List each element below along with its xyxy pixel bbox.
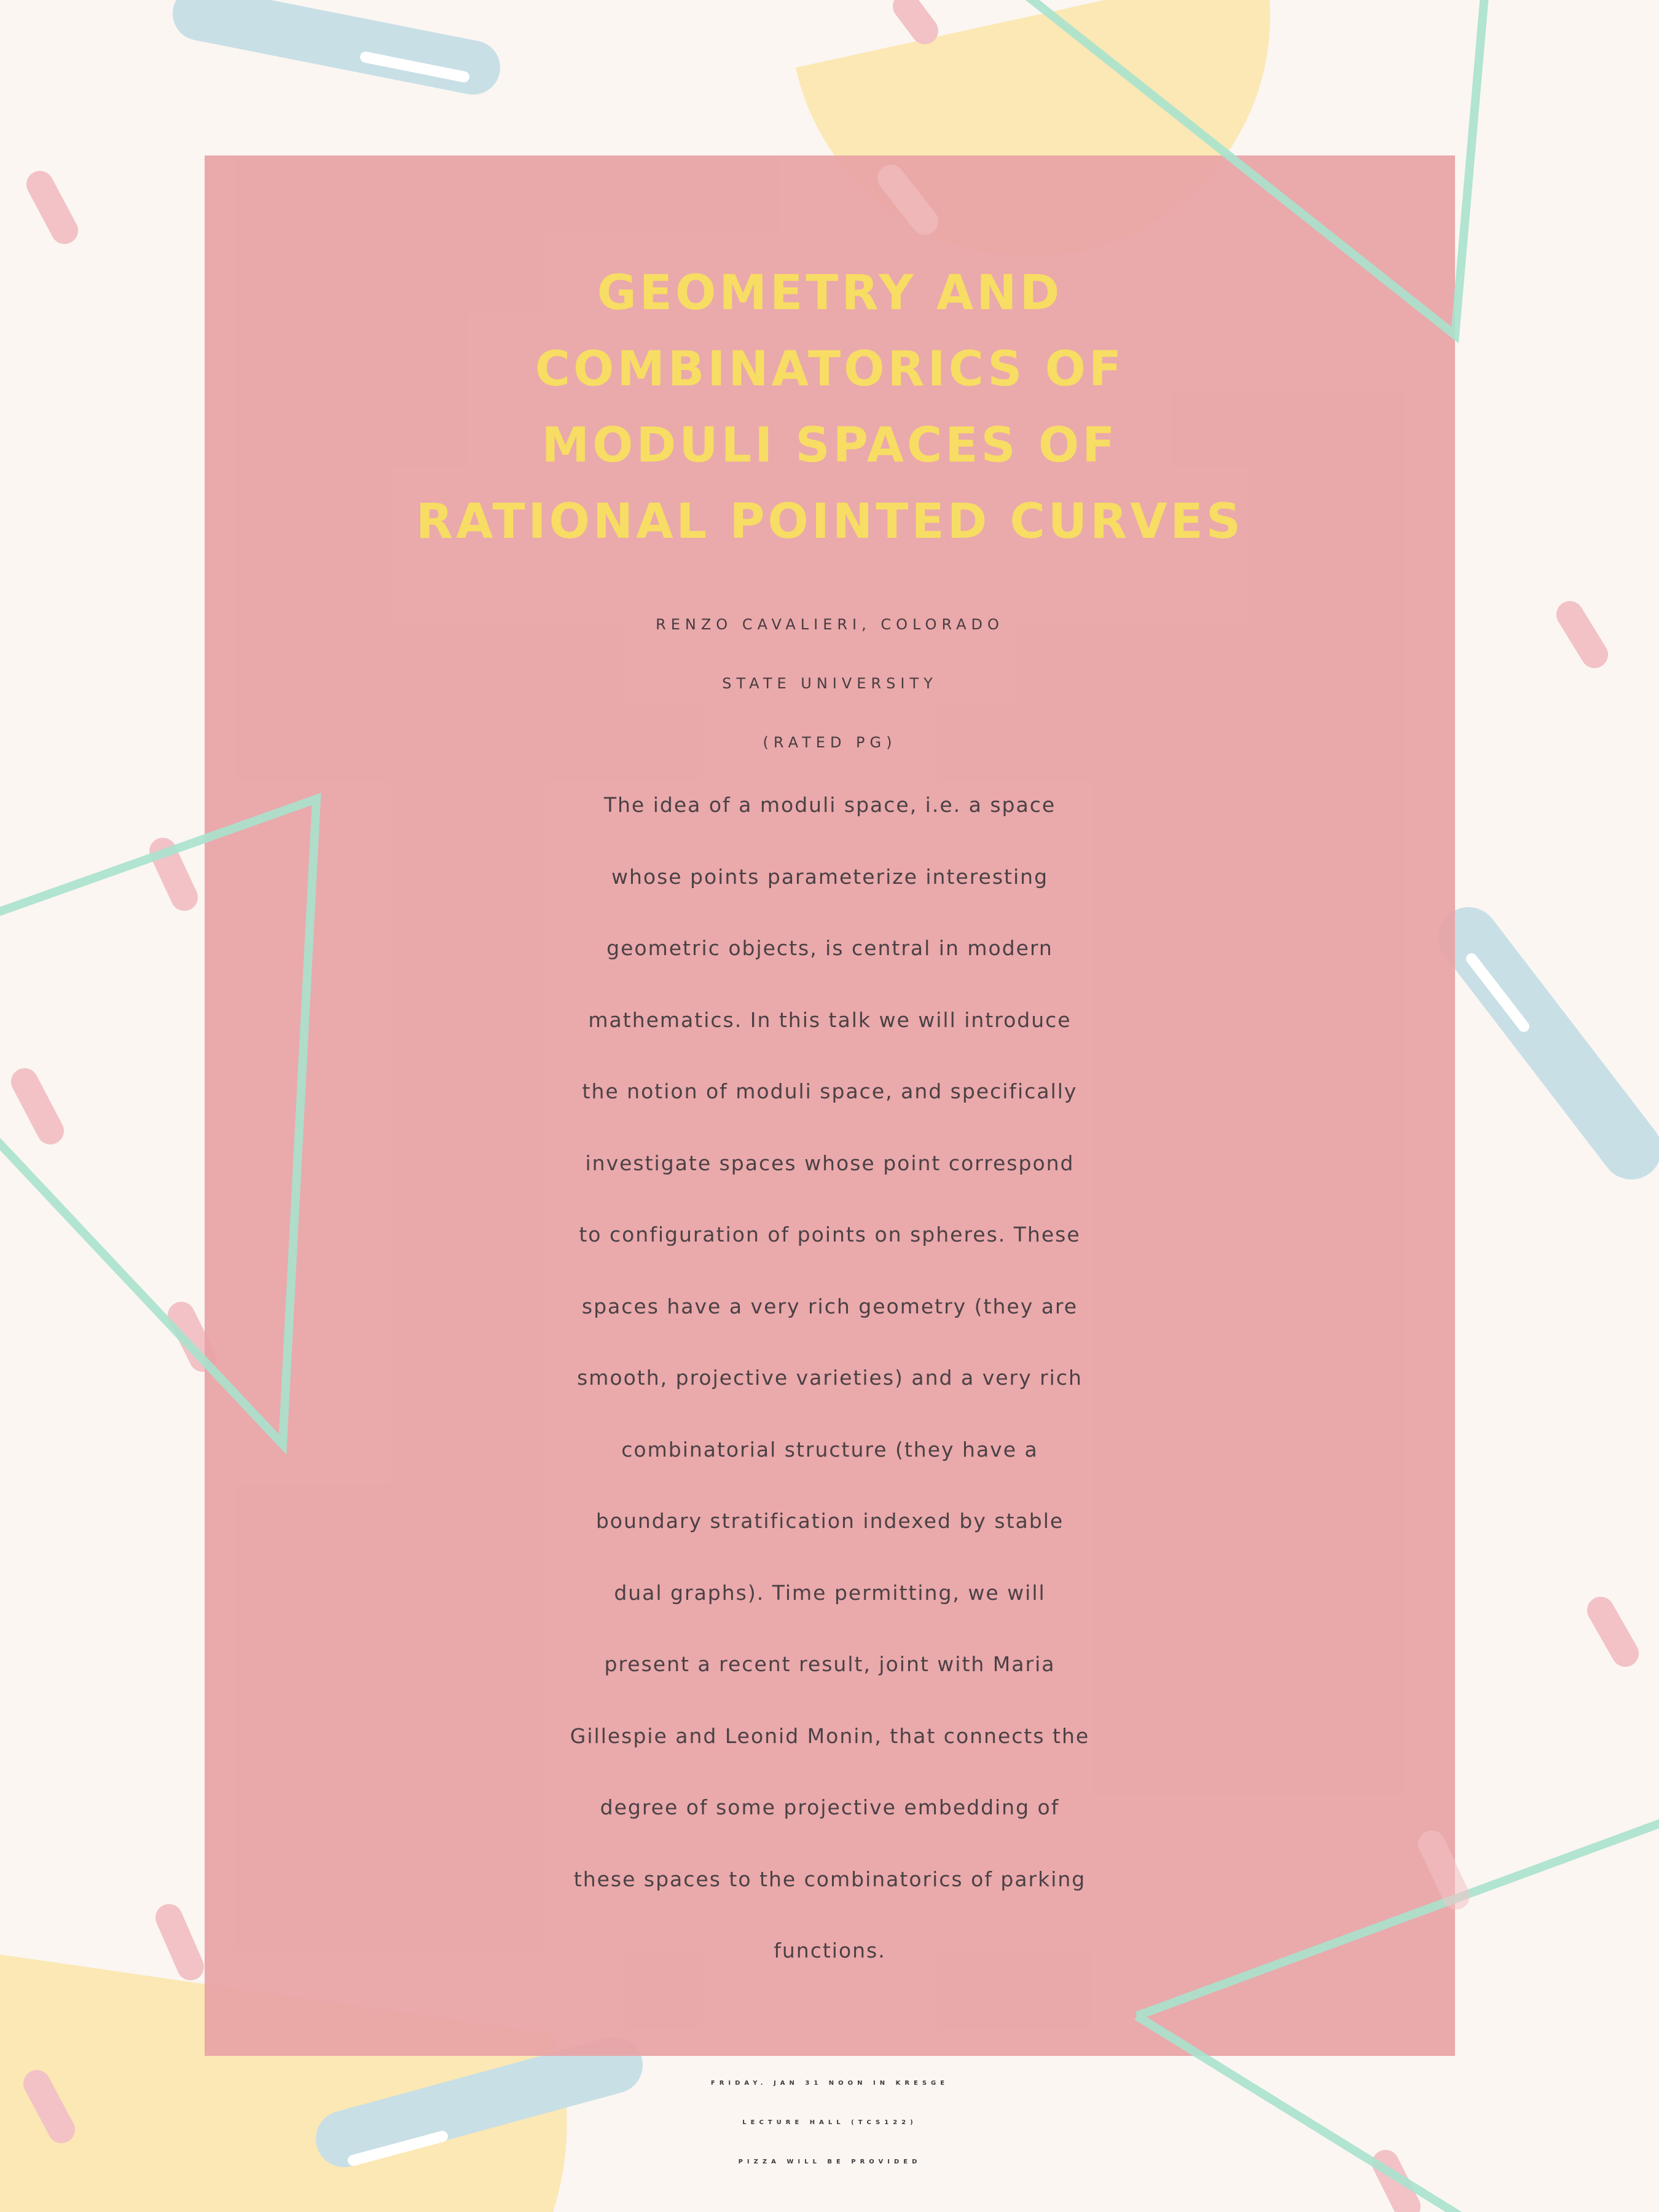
abstract-line: Gillespie and Leonid Monin, that connects the <box>570 1723 1090 1748</box>
talk-title-line: RATIONAL POINTED CURVES <box>415 494 1244 549</box>
blue-pill-top <box>200 14 473 68</box>
abstract-line: functions. <box>774 1938 886 1962</box>
speaker-line: (RATED PG) <box>763 734 897 751</box>
event-details-line: LECTURE HALL (TCS122) <box>742 2119 917 2126</box>
abstract-line: to configuration of points on spheres. These <box>579 1222 1081 1246</box>
talk-title-line: MODULI SPACES OF <box>541 418 1118 473</box>
event-details <box>205 2064 1455 2182</box>
abstract-line: spaces have a very rich geometry (they are <box>581 1294 1078 1318</box>
pink-dash <box>906 6 925 31</box>
pink-dash <box>169 1918 190 1967</box>
pink-dash <box>163 851 184 897</box>
pink-dash <box>40 184 65 230</box>
pink-dash <box>1570 615 1594 655</box>
pink-dash <box>1601 1610 1625 1653</box>
abstract-line: boundary stratification indexed by stable <box>595 1509 1064 1533</box>
pink-dash <box>25 1082 50 1131</box>
pink-dash <box>181 1315 203 1358</box>
abstract-line: degree of some projective embedding of <box>600 1795 1060 1819</box>
speaker-line: STATE UNIVERSITY <box>722 675 938 692</box>
abstract-line: mathematics. In this talk we will introduce <box>588 1007 1072 1032</box>
talk-title-line: COMBINATORICS OF <box>535 342 1125 397</box>
event-details-line: PIZZA WILL BE PROVIDED <box>738 2159 922 2165</box>
talk-title <box>205 255 1455 560</box>
abstract-line: smooth, projective varieties) and a very rich <box>577 1366 1083 1390</box>
speaker-info <box>205 595 1455 772</box>
talk-abstract <box>205 769 1455 1987</box>
abstract-line: The idea of a moduli space, i.e. a space <box>603 793 1056 817</box>
blue-pill-right <box>1469 937 1631 1149</box>
event-details-line: FRIDAY. JAN 31 NOON IN KRESGE <box>710 2080 949 2087</box>
abstract-line: combinatorial structure (they have a <box>621 1437 1038 1462</box>
abstract-line: investigate spaces whose point correspond <box>585 1151 1075 1175</box>
abstract-line: whose points parameterize interesting <box>611 864 1049 889</box>
abstract-line: dual graphs). Time permitting, we will <box>614 1580 1046 1605</box>
talk-title-line: GEOMETRY AND <box>597 266 1063 321</box>
abstract-line: present a recent result, joint with Maria <box>604 1652 1056 1676</box>
speaker-line: RENZO CAVALIERI, COLORADO <box>656 616 1004 633</box>
abstract-line: these spaces to the combinatorics of parking <box>573 1867 1086 1891</box>
abstract-line: the notion of moduli space, and specifically <box>582 1079 1078 1103</box>
abstract-line: geometric objects, is central in modern <box>606 936 1053 960</box>
